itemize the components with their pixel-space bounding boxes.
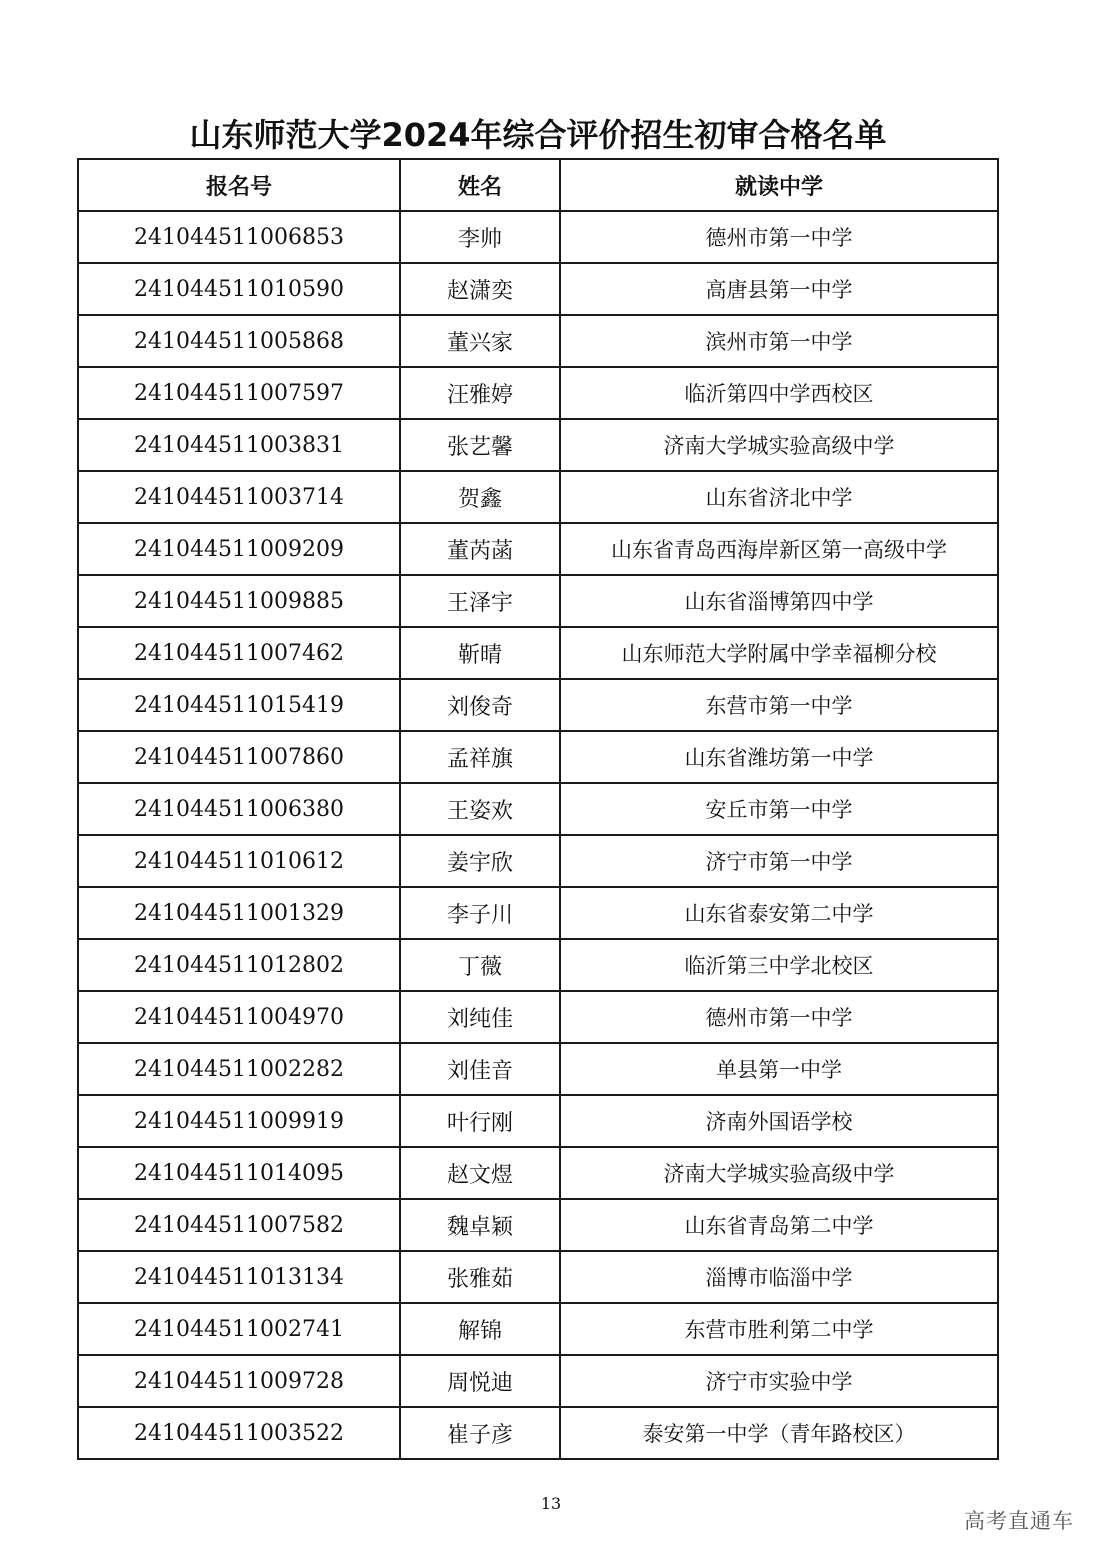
student-name-cell: 王泽宇 xyxy=(400,575,560,627)
registration-number-cell: 241044511003522 xyxy=(78,1407,400,1459)
student-name-cell: 解锦 xyxy=(400,1303,560,1355)
table-row xyxy=(78,627,998,679)
table-row xyxy=(78,471,998,523)
student-name-cell: 赵文煜 xyxy=(400,1147,560,1199)
school-cell: 山东省潍坊第一中学 xyxy=(560,731,998,783)
table-row xyxy=(78,1355,998,1407)
header-school: 就读中学 xyxy=(560,159,998,211)
school-cell: 安丘市第一中学 xyxy=(560,783,998,835)
table-row xyxy=(78,731,998,783)
registration-number-cell: 241044511002741 xyxy=(78,1303,400,1355)
student-name-cell: 李子川 xyxy=(400,887,560,939)
registration-number-cell: 241044511004970 xyxy=(78,991,400,1043)
table-header-row xyxy=(78,159,998,211)
school-cell: 泰安第一中学（青年路校区） xyxy=(560,1407,998,1459)
school-cell: 山东省青岛第二中学 xyxy=(560,1199,998,1251)
page-number: 13 xyxy=(540,1494,562,1513)
school-cell: 山东师范大学附属中学幸福柳分校 xyxy=(560,627,998,679)
school-cell: 临沂第三中学北校区 xyxy=(560,939,998,991)
registration-number-cell: 241044511006380 xyxy=(78,783,400,835)
student-name-cell: 丁薇 xyxy=(400,939,560,991)
school-cell: 德州市第一中学 xyxy=(560,991,998,1043)
student-name-cell: 叶行刚 xyxy=(400,1095,560,1147)
registration-number-cell: 241044511006853 xyxy=(78,211,400,263)
document-title: 山东师范大学2024年综合评价招生初审合格名单 xyxy=(189,116,887,154)
registration-number-cell: 241044511009885 xyxy=(78,575,400,627)
table-row xyxy=(78,783,998,835)
table-row xyxy=(78,1095,998,1147)
table-row xyxy=(78,263,998,315)
student-name-cell: 张雅茹 xyxy=(400,1251,560,1303)
student-name-cell: 孟祥旗 xyxy=(400,731,560,783)
registration-number-cell: 241044511014095 xyxy=(78,1147,400,1199)
table-row xyxy=(78,887,998,939)
registration-number-cell: 241044511003831 xyxy=(78,419,400,471)
student-name-cell: 崔子彦 xyxy=(400,1407,560,1459)
registration-number-cell: 241044511003714 xyxy=(78,471,400,523)
school-cell: 东营市胜利第二中学 xyxy=(560,1303,998,1355)
student-name-cell: 贺鑫 xyxy=(400,471,560,523)
school-cell: 山东省青岛西海岸新区第一高级中学 xyxy=(560,523,998,575)
table-row xyxy=(78,315,998,367)
registration-number-cell: 241044511002282 xyxy=(78,1043,400,1095)
school-cell: 济南大学城实验高级中学 xyxy=(560,419,998,471)
school-cell: 滨州市第一中学 xyxy=(560,315,998,367)
school-cell: 济南外国语学校 xyxy=(560,1095,998,1147)
registration-number-cell: 241044511009919 xyxy=(78,1095,400,1147)
table-row xyxy=(78,1251,998,1303)
table-row xyxy=(78,575,998,627)
table-row xyxy=(78,1147,998,1199)
registration-number-cell: 241044511007582 xyxy=(78,1199,400,1251)
registration-number-cell: 241044511007597 xyxy=(78,367,400,419)
school-cell: 济宁市实验中学 xyxy=(560,1355,998,1407)
table-row xyxy=(78,419,998,471)
header-registration-number: 报名号 xyxy=(78,159,400,211)
table-row xyxy=(78,835,998,887)
header-name: 姓名 xyxy=(400,159,560,211)
student-name-cell: 姜宇欣 xyxy=(400,835,560,887)
school-cell: 山东省泰安第二中学 xyxy=(560,887,998,939)
registration-number-cell: 241044511010612 xyxy=(78,835,400,887)
school-cell: 东营市第一中学 xyxy=(560,679,998,731)
student-name-cell: 董芮菡 xyxy=(400,523,560,575)
admission-list-table xyxy=(77,158,999,1460)
student-name-cell: 李帅 xyxy=(400,211,560,263)
registration-number-cell: 241044511007462 xyxy=(78,627,400,679)
table-row xyxy=(78,367,998,419)
school-cell: 德州市第一中学 xyxy=(560,211,998,263)
table-row xyxy=(78,679,998,731)
student-name-cell: 赵潇奕 xyxy=(400,263,560,315)
student-name-cell: 刘佳音 xyxy=(400,1043,560,1095)
registration-number-cell: 241044511005868 xyxy=(78,315,400,367)
table-row xyxy=(78,939,998,991)
table-row xyxy=(78,523,998,575)
table-body xyxy=(78,211,998,1459)
school-cell: 淄博市临淄中学 xyxy=(560,1251,998,1303)
student-name-cell: 张艺馨 xyxy=(400,419,560,471)
registration-number-cell: 241044511010590 xyxy=(78,263,400,315)
school-cell: 山东省济北中学 xyxy=(560,471,998,523)
student-name-cell: 刘俊奇 xyxy=(400,679,560,731)
registration-number-cell: 241044511007860 xyxy=(78,731,400,783)
school-cell: 临沂第四中学西校区 xyxy=(560,367,998,419)
student-name-cell: 王姿欢 xyxy=(400,783,560,835)
source-watermark: 高考直通车 xyxy=(964,1509,1074,1533)
registration-number-cell: 241044511013134 xyxy=(78,1251,400,1303)
registration-number-cell: 241044511012802 xyxy=(78,939,400,991)
student-name-cell: 刘纯佳 xyxy=(400,991,560,1043)
table-row xyxy=(78,1043,998,1095)
table-row xyxy=(78,991,998,1043)
student-name-cell: 靳晴 xyxy=(400,627,560,679)
registration-number-cell: 241044511009728 xyxy=(78,1355,400,1407)
school-cell: 单县第一中学 xyxy=(560,1043,998,1095)
student-name-cell: 汪雅婷 xyxy=(400,367,560,419)
registration-number-cell: 241044511015419 xyxy=(78,679,400,731)
student-name-cell: 魏卓颖 xyxy=(400,1199,560,1251)
table-row xyxy=(78,1407,998,1459)
school-cell: 济南大学城实验高级中学 xyxy=(560,1147,998,1199)
table-row xyxy=(78,211,998,263)
registration-number-cell: 241044511001329 xyxy=(78,887,400,939)
school-cell: 高唐县第一中学 xyxy=(560,263,998,315)
table-row xyxy=(78,1199,998,1251)
school-cell: 济宁市第一中学 xyxy=(560,835,998,887)
registration-number-cell: 241044511009209 xyxy=(78,523,400,575)
school-cell: 山东省淄博第四中学 xyxy=(560,575,998,627)
table-row xyxy=(78,1303,998,1355)
student-name-cell: 周悦迪 xyxy=(400,1355,560,1407)
student-name-cell: 董兴家 xyxy=(400,315,560,367)
